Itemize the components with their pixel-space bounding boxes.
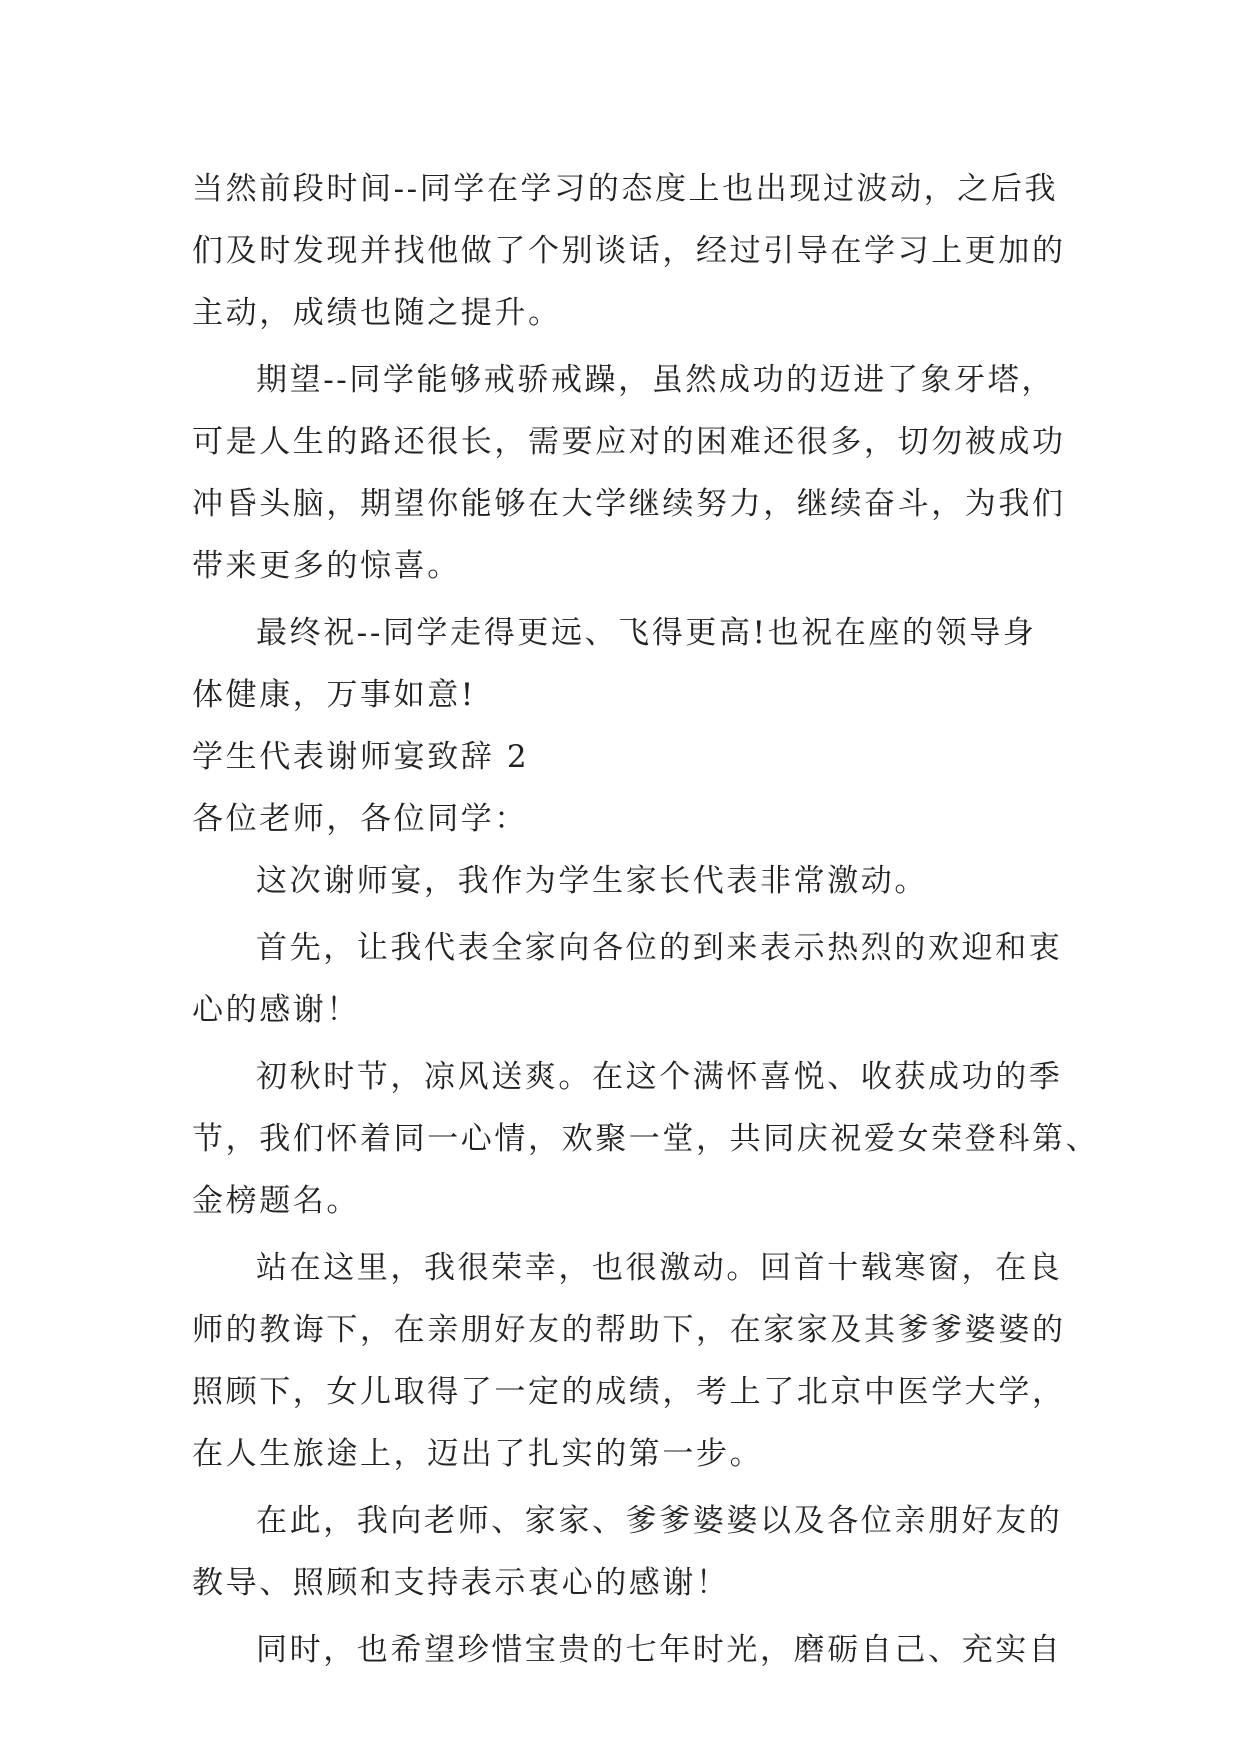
paragraph-line: 首先，让我代表全家向各位的到来表示热烈的欢迎和衷 bbox=[256, 930, 1063, 966]
paragraph-line: 心的感谢！ bbox=[192, 992, 360, 1028]
paragraph-line: 在人生旅途上，迈出了扎实的第一步。 bbox=[192, 1436, 764, 1472]
paragraph-line: 照顾下，女儿取得了一定的成绩，考上了北京中医学大学， bbox=[192, 1374, 1066, 1410]
paragraph-line: 站在这里，我很荣幸，也很激动。回首十载寒窗，在良 bbox=[256, 1250, 1063, 1286]
paragraph-line: 带来更多的惊喜。 bbox=[192, 548, 461, 584]
paragraph-line: 这次谢师宴，我作为学生家长代表非常激动。 bbox=[256, 863, 928, 899]
salutation: 各位老师，各位同学： bbox=[192, 801, 528, 837]
paragraph-line: 可是人生的路还很长，需要应对的困难还很多，切勿被成功 bbox=[192, 424, 1066, 460]
paragraph-line: 金榜题名。 bbox=[192, 1183, 360, 1219]
paragraph-line: 们及时发现并找他做了个别谈话，经过引导在学习上更加的 bbox=[192, 233, 1066, 269]
paragraph-line: 冲昏头脑，期望你能够在大学继续努力，继续奋斗，为我们 bbox=[192, 486, 1066, 522]
paragraph-line: 节，我们怀着同一心情，欢聚一堂，共同庆祝爱女荣登科第、 bbox=[192, 1121, 1100, 1157]
paragraph-line: 在此，我向老师、家家、爹爹婆婆以及各位亲朋好友的 bbox=[256, 1503, 1063, 1539]
document-body bbox=[192, 158, 1100, 1681]
paragraph-line: 师的教诲下，在亲朋好友的帮助下，在家家及其爹爹婆婆的 bbox=[192, 1312, 1066, 1348]
paragraph-line: 最终祝--同学走得更远、飞得更高!也祝在座的领导身 bbox=[256, 615, 1037, 651]
paragraph-line: 期望--同学能够戒骄戒躁，虽然成功的迈进了象牙塔， bbox=[256, 362, 1055, 398]
paragraph-line: 初秋时节，凉风送爽。在这个满怀喜悦、收获成功的季 bbox=[256, 1059, 1063, 1095]
paragraph-line: 当然前段时间--同学在学习的态度上也出现过波动，之后我 bbox=[192, 171, 1059, 207]
paragraph-line: 主动，成绩也随之提升。 bbox=[192, 295, 562, 331]
paragraph-line: 体健康，万事如意! bbox=[192, 677, 476, 713]
section-heading: 学生代表谢师宴致辞 2 bbox=[192, 739, 530, 775]
paragraph-line: 教导、照顾和支持表示衷心的感谢！ bbox=[192, 1565, 730, 1601]
paragraph-line: 同时，也希望珍惜宝贵的七年时光，磨砺自己、充实自 bbox=[256, 1632, 1063, 1668]
